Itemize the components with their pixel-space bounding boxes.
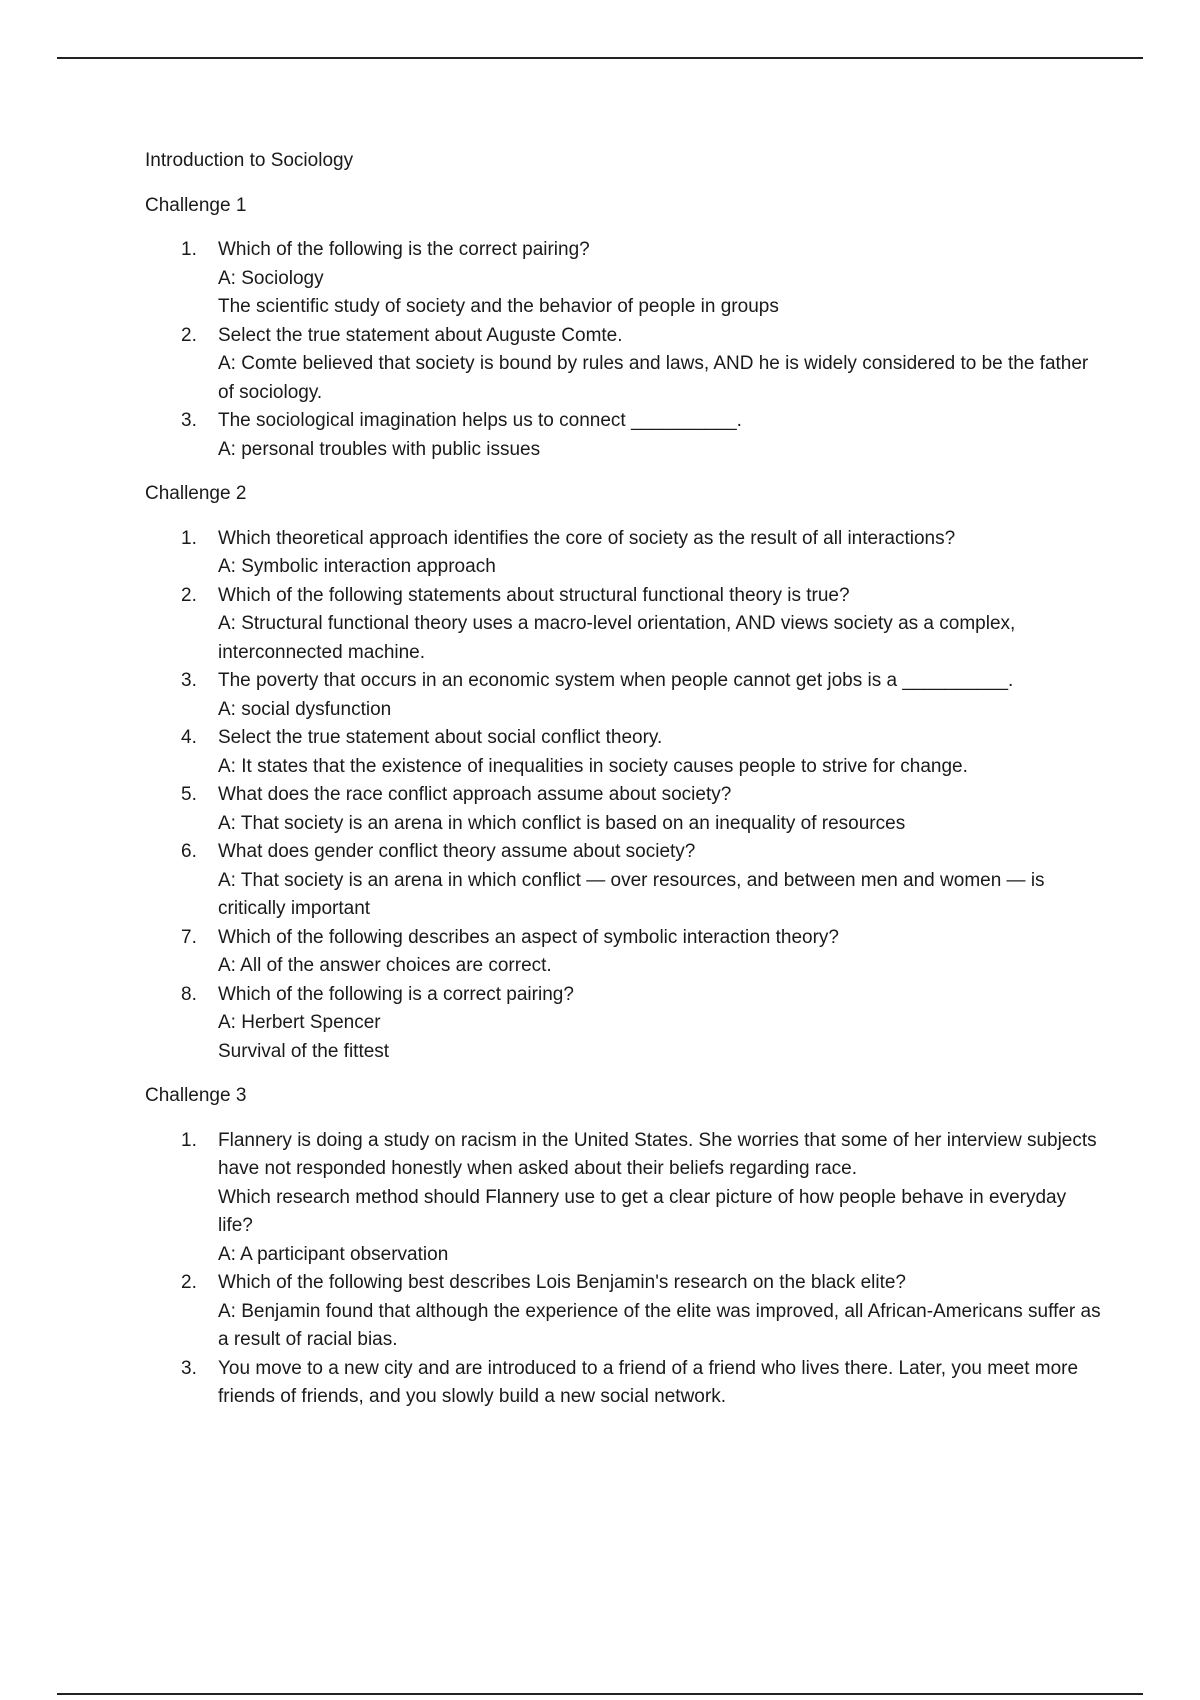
question-text: You move to a new city and are introduced to a friend of a friend who lives there. Later, you meet more friends of friends, and you slowly build a new social network.	[218, 1357, 1079, 1407]
question-item	[145, 236, 1105, 322]
question-number: 2.	[181, 1272, 197, 1293]
answer-text: A: Symbolic interaction approach	[218, 556, 496, 577]
question-number: 7.	[181, 926, 197, 948]
challenge-heading: Challenge 3	[145, 1085, 247, 1106]
question-text: Which of the following is the correct pairing?	[218, 239, 590, 260]
question-number: 5.	[181, 784, 197, 805]
question-number: 2.	[181, 584, 197, 606]
question-item	[145, 407, 1105, 464]
question-number: 1.	[181, 1129, 197, 1151]
answer-text: A: Sociology	[218, 267, 324, 289]
question-number: 3.	[181, 410, 197, 431]
question-text: Which of the following describes an aspect of symbolic interaction theory?	[218, 926, 839, 948]
question-text: What does gender conflict theory assume about society?	[218, 841, 696, 862]
answer-text: A: All of the answer choices are correct.	[218, 955, 552, 976]
answer-text: A: That society is an arena in which conflict — over resources, and between men and women — is critically important	[218, 869, 1045, 919]
question-item	[145, 838, 1105, 924]
challenge-section	[145, 192, 1105, 465]
answer-text: A: It states that the existence of inequalities in society causes people to strive for change.	[218, 755, 968, 777]
question-item	[145, 1355, 1105, 1412]
question-item	[145, 667, 1105, 724]
question-item	[145, 322, 1105, 408]
question-number: 3.	[181, 1357, 197, 1379]
question-text: The sociological imagination helps us to connect __________.	[218, 410, 742, 431]
question-text: The poverty that occurs in an economic system when people cannot get jobs is a __________.	[218, 670, 1014, 691]
challenge-section	[145, 480, 1105, 1066]
question-text: Flannery is doing a study on racism in the United States. She worries that some of her interview subjects have not responded honestly when asked about their beliefs regarding race.	[218, 1129, 1097, 1179]
question-text: Which of the following is a correct pairing?	[218, 983, 574, 1005]
question-item	[145, 924, 1105, 981]
answer-text: A: Structural functional theory uses a macro-level orientation, AND views society as a complex, interconnected machine.	[218, 613, 1016, 663]
question-item	[145, 981, 1105, 1067]
document-body	[145, 147, 1105, 1428]
question-text: Select the true statement about Auguste Comte.	[218, 324, 623, 346]
question-item	[145, 781, 1105, 838]
answer-text: A: Herbert Spencer	[218, 1012, 381, 1033]
question-item	[145, 1269, 1105, 1355]
answer-text: A: social dysfunction	[218, 698, 392, 720]
question-text: What does the race conflict approach assume about society?	[218, 784, 732, 805]
challenge-heading: Challenge 1	[145, 194, 247, 216]
question-text: Select the true statement about social conflict theory.	[218, 727, 663, 748]
question-item	[145, 582, 1105, 668]
challenge-section	[145, 1082, 1105, 1412]
answer-text: A: Benjamin found that although the experience of the elite was improved, all African-Americans suffer as a result of racial bias.	[218, 1300, 1101, 1350]
question-item	[145, 1127, 1105, 1270]
question-item	[145, 724, 1105, 781]
answer-text: A: personal troubles with public issues	[218, 438, 541, 460]
question-list	[145, 525, 1105, 1067]
question-number: 4.	[181, 727, 197, 748]
question-number: 1.	[181, 527, 197, 549]
question-item	[145, 525, 1105, 582]
footer-rule	[57, 1693, 1143, 1695]
question-list	[145, 236, 1105, 464]
question-number: 3.	[181, 670, 197, 691]
question-text: Which theoretical approach identifies the core of society as the result of all interactions?	[218, 527, 956, 549]
question-number: 2.	[181, 324, 197, 346]
header-rule	[57, 57, 1143, 59]
question-text: Which research method should Flannery use to get a clear picture of how people behave in everyday life?	[218, 1186, 1067, 1236]
answer-detail: Survival of the fittest	[218, 1040, 390, 1062]
answer-detail: The scientific study of society and the behavior of people in groups	[218, 296, 779, 317]
challenge-heading: Challenge 2	[145, 483, 247, 504]
question-number: 6.	[181, 841, 197, 862]
question-text: Which of the following best describes Lois Benjamin's research on the black elite?	[218, 1272, 906, 1293]
document-title: Introduction to Sociology	[145, 150, 354, 171]
answer-text: A: That society is an arena in which conflict is based on an inequality of resources	[218, 812, 906, 834]
question-list	[145, 1127, 1105, 1412]
answer-text: A: Comte believed that society is bound by rules and laws, AND he is widely considered to be the father of sociology.	[218, 353, 1089, 403]
question-number: 8.	[181, 983, 197, 1005]
question-text: Which of the following statements about structural functional theory is true?	[218, 584, 850, 606]
question-number: 1.	[181, 239, 197, 260]
answer-text: A: A participant observation	[218, 1243, 449, 1265]
